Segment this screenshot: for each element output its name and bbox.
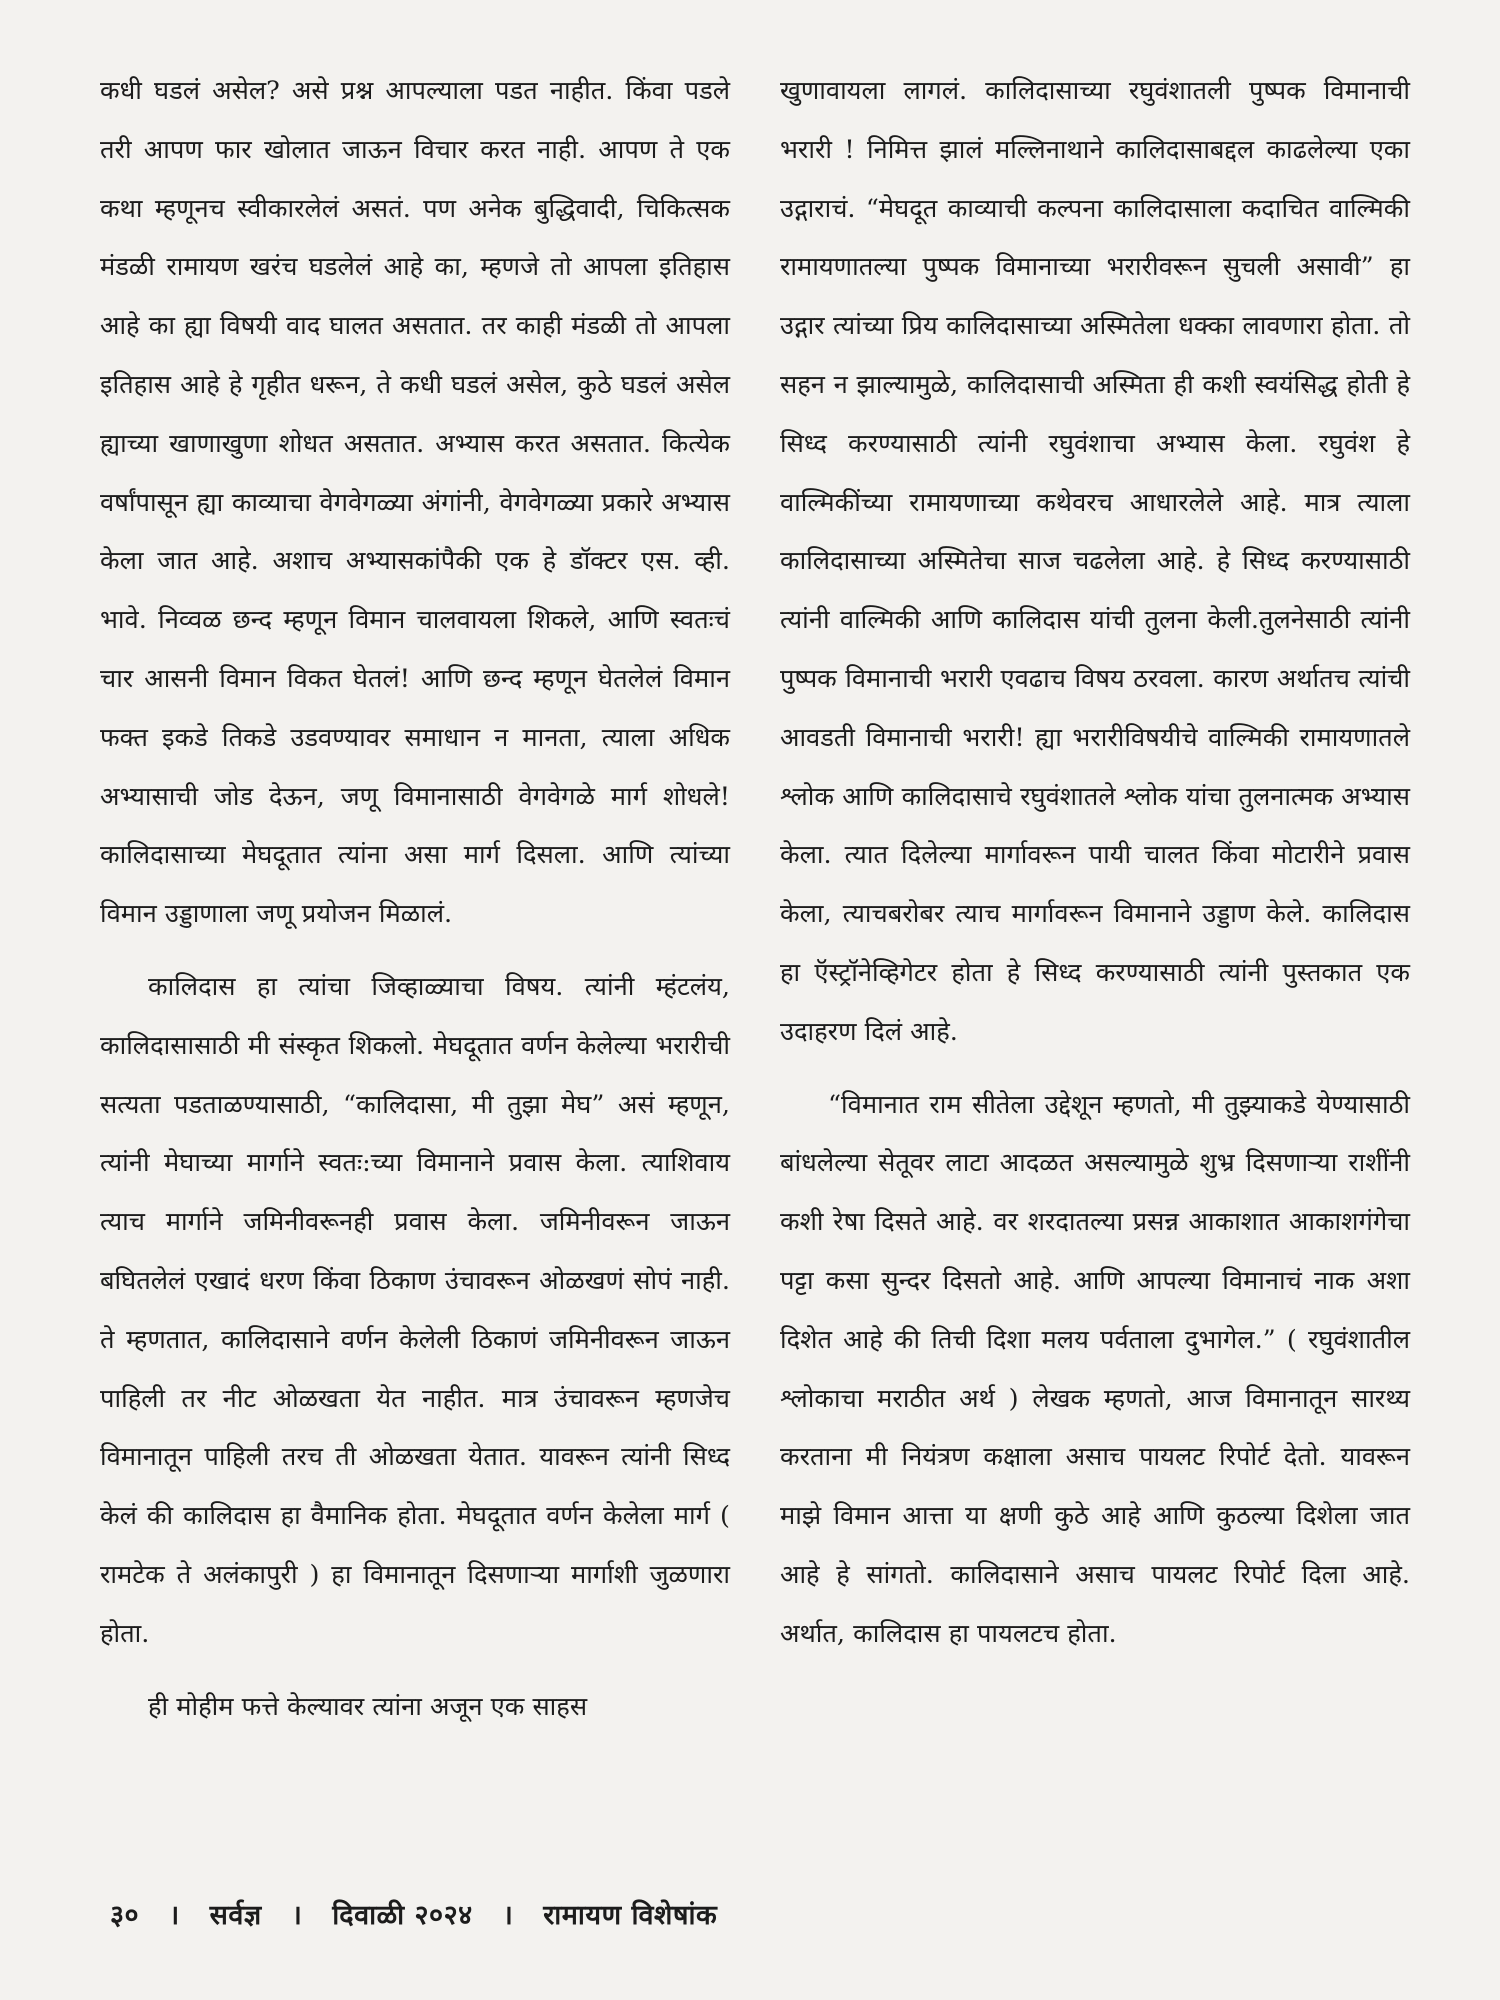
issue-name: दिवाळी २०२४	[332, 1900, 473, 1931]
paragraph: “विमानात राम सीतेला उद्देशून म्हणतो, मी तुझ्याकडे येण्यासाठी बांधलेल्या सेतूवर लाटा आदळत असल्यामुळे शुभ्र दिसणाऱ्या राशींनी कशी रेषा दिसते आहे. वर शरदातल्या प्रसन्न आकाशात आकाशगंगेचा पट्टा कसा सुन्दर दिसतो आहे. आणि आपल्या विमानाचं नाक अशा दिशेत आहे की तिची दिशा मलय पर्वताला दुभागेल.” ( रघुवंशातील श्लोकाचा मराठीत अर्थ ) लेखक म्हणतो, आज विमानातून सारथ्य करताना मी नियंत्रण कक्षाला असाच पायलट रिपोर्ट देतो. यावरून माझे विमान आत्ता या क्षणी कुठे आहे आणि कुठल्या दिशेला जात आहे हे सांगतो. कालिदासाने असाच पायलट रिपोर्ट दिला आहे. अर्थात, कालिदास हा पायलटच होता.	[780, 1089, 1410, 1649]
paragraph: खुणावायला लागलं. कालिदासाच्या रघुवंशातली पुष्पक विमानाची भरारी ! निमित्त झालं मल्लिनाथाने कालिदासाबद्दल काढलेल्या एका उद्गाराचं. “मेघदूत काव्याची कल्पना कालिदासाला कदाचित वाल्मिकी रामायणातल्या पुष्पक विमानाच्या भरारीवरून सुचली असावी” हा उद्गार त्यांच्या प्रिय कालिदासाच्या अस्मितेला धक्का लावणारा होता. तो सहन न झाल्यामुळे, कालिदासाची अस्मिता ही कशी स्वयंसिद्ध होती हे सिध्द करण्यासाठी त्यांनी रघुवंशाचा अभ्यास केला. रघुवंश हे वाल्मिकींच्या रामायणाच्या कथेवरच आधारलेले आहे. मात्र त्याला कालिदासाच्या अस्मितेचा साज चढलेला आहे. हे सिध्द करण्यासाठी त्यांनी वाल्मिकी आणि कालिदास यांची तुलना केली.तुलनेसाठी त्यांनी पुष्पक विमानाची भरारी एवढाच विषय ठरवला. कारण अर्थातच त्यांची आवडती विमानाची भरारी! ह्या भरारीविषयीचे वाल्मिकी रामायणातले श्लोक आणि कालिदासाचे रघुवंशातले श्लोक यांचा तुलनात्मक अभ्यास केला. त्यात दिलेल्या मार्गावरून पायी चालत किंवा मोटारीने प्रवास केला, त्याचबरोबर त्याच मार्गावरून विमानाने उड्डाण केले. कालिदास हा ऍस्ट्रॉनेव्हिगेटर होता हे सिध्द करण्यासाठी त्यांनी पुस्तकात एक उदाहरण दिलं आहे.	[780, 76, 1410, 1047]
footer-separator: ।	[169, 1900, 180, 1931]
paragraph: कालिदास हा त्यांचा जिव्हाळ्याचा विषय. त्यांनी म्हंटलंय, कालिदासासाठी मी संस्कृत शिकलो. मेघदूतात वर्णन केलेल्या भरारीची सत्यता पडताळण्यासाठी, “कालिदासा, मी तुझा मेघ” असं म्हणून, त्यांनी मेघाच्या मार्गाने स्वतः:च्या विमानाने प्रवास केला. त्याशिवाय त्याच मार्गाने जमिनीवरूनही प्रवास केला. जमिनीवरून जाऊन बघितलेलं एखादं धरण किंवा ठिकाण उंचावरून ओळखणं सोपं नाही. ते म्हणतात, कालिदासाने वर्णन केलेली ठिकाणं जमिनीवरून जाऊन पाहिली तर नीट ओळखता येत नाहीत. मात्र उंचावरून म्हणजेच विमानातून पाहिली तरच ती ओळखता येतात. यावरून त्यांनी सिध्द केलं की कालिदास हा वैमानिक होता. मेघदूतात वर्णन केलेला मार्ग ( रामटेक ते अलंकापुरी ) हा विमानातून दिसणाऱ्या मार्गाशी जुळणारा होता.	[100, 971, 730, 1649]
paragraph: कधी घडलं असेल? असे प्रश्न आपल्याला पडत नाहीत. किंवा पडले तरी आपण फार खोलात जाऊन विचार करत नाही. आपण ते एक कथा म्हणूनच स्वीकारलेलं असतं. पण अनेक बुद्धिवादी, चिकित्सक मंडळी रामायण खरंच घडलेलं आहे का, म्हणजे तो आपला इतिहास आहे का ह्या विषयी वाद घालत असतात. तर काही मंडळी तो आपला इतिहास आहे हे गृहीत धरून, ते कधी घडलं असेल, कुठे घडलं असेल ह्याच्या खाणाखुणा शोधत असतात. अभ्यास करत असतात. कित्येक वर्षांपासून ह्या काव्याचा वेगवेगळ्या अंगांनी, वेगवेगळ्या प्रकारे अभ्यास केला जात आहे. अशाच अभ्यासकांपैकी एक हे डॉक्टर एस. व्ही. भावे. निव्वळ छन्द म्हणून विमान चालवायला शिकले, आणि स्वतःचं चार आसनी विमान विकत घेतलं! आणि छन्द म्हणून घेतलेलं विमान फक्त इकडे तिकडे उडवण्यावर समाधान न मानता, त्याला अधिक अभ्यासाची जोड देऊन, जणू विमानासाठी वेगवेगळे मार्ग शोधले! कालिदासाच्या मेघदूतात त्यांना असा मार्ग दिसला. आणि त्यांच्या विमान उड्डाणाला जणू प्रयोजन मिळालं.	[100, 76, 730, 930]
page-number: ३०	[110, 1900, 140, 1931]
special-issue-label: रामायण विशेषांक	[543, 1900, 718, 1931]
right-column	[780, 62, 1410, 1678]
footer-separator: ।	[502, 1900, 514, 1931]
magazine-name: सर्वज्ञ	[209, 1900, 262, 1931]
footer-separator: ।	[291, 1900, 303, 1931]
paragraph: ही मोहीम फत्ते केल्यावर त्यांना अजून एक साहस	[148, 1691, 588, 1722]
page-footer	[100, 1895, 727, 1932]
left-column	[100, 62, 730, 1750]
